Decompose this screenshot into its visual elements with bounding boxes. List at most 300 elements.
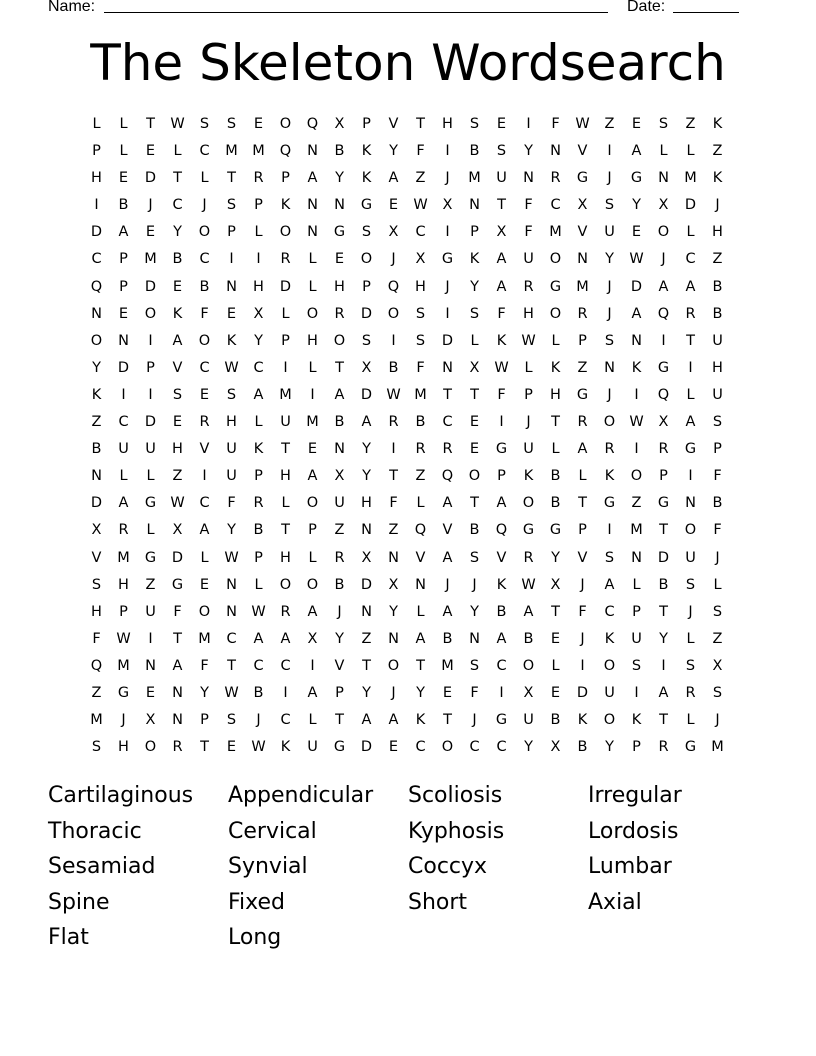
grid-letter[interactable]: G (144, 495, 157, 512)
grid-letter[interactable]: A (280, 630, 291, 647)
grid-letter[interactable]: T (686, 332, 695, 349)
grid-letter[interactable]: K (361, 170, 372, 187)
grid-letter[interactable]: P (362, 116, 371, 132)
grid-letter[interactable]: Q (657, 305, 670, 322)
grid-letter[interactable]: H (523, 305, 534, 322)
grid-letter[interactable]: O (684, 522, 697, 539)
grid-letter[interactable]: A (604, 576, 615, 593)
grid-letter[interactable]: Y (605, 739, 614, 756)
grid-letter[interactable]: Q (306, 116, 319, 132)
grid-letter[interactable]: A (631, 305, 642, 322)
grid-letter[interactable]: A (685, 414, 696, 431)
grid-letter[interactable]: Q (90, 657, 103, 674)
grid-letter[interactable]: S (91, 739, 102, 756)
grid-letter[interactable]: Z (712, 143, 723, 160)
grid-letter[interactable]: T (497, 197, 506, 214)
grid-letter[interactable]: P (578, 332, 587, 349)
grid-letter[interactable]: I (526, 116, 531, 132)
grid-letter[interactable]: U (145, 441, 156, 458)
grid-letter[interactable]: B (712, 495, 723, 512)
grid-letter[interactable]: T (470, 386, 479, 403)
grid-letter[interactable]: Y (227, 522, 236, 539)
grid-letter[interactable]: K (469, 251, 480, 268)
grid-letter[interactable]: M (252, 143, 265, 160)
grid-letter[interactable]: P (470, 224, 479, 241)
grid-letter[interactable]: C (226, 630, 237, 647)
grid-letter[interactable]: U (604, 224, 615, 241)
grid-letter[interactable]: Y (524, 739, 533, 756)
grid-letter[interactable]: L (524, 359, 533, 376)
grid-letter[interactable]: P (92, 143, 101, 160)
grid-letter[interactable]: F (470, 684, 479, 701)
grid-letter[interactable]: E (550, 630, 561, 647)
grid-letter[interactable]: O (441, 739, 454, 756)
grid-letter[interactable]: W (224, 359, 239, 376)
grid-letter[interactable]: I (445, 305, 450, 322)
grid-letter[interactable]: G (441, 251, 454, 268)
grid-letter[interactable]: S (172, 386, 183, 403)
grid-letter[interactable]: M (576, 278, 589, 295)
grid-letter[interactable]: N (334, 197, 345, 214)
grid-letter[interactable]: V (415, 549, 426, 566)
grid-letter[interactable]: S (226, 116, 237, 132)
grid-letter[interactable]: I (121, 386, 126, 403)
grid-letter[interactable]: W (629, 251, 644, 268)
grid-letter[interactable]: J (607, 386, 612, 403)
grid-letter[interactable]: G (117, 684, 130, 701)
grid-letter[interactable]: Y (605, 251, 614, 268)
grid-letter[interactable]: N (631, 549, 642, 566)
grid-letter[interactable]: F (416, 143, 425, 160)
grid-letter[interactable]: X (172, 522, 183, 539)
grid-letter[interactable]: N (172, 684, 183, 701)
grid-letter[interactable]: I (283, 359, 288, 376)
grid-letter[interactable]: V (388, 116, 399, 132)
grid-letter[interactable]: V (496, 549, 507, 566)
grid-letter[interactable]: P (524, 386, 533, 403)
grid-letter[interactable]: B (550, 495, 561, 512)
grid-letter[interactable]: F (173, 603, 182, 620)
grid-letter[interactable]: I (688, 359, 693, 376)
grid-letter[interactable]: R (388, 414, 399, 431)
grid-letter[interactable]: Q (441, 468, 454, 485)
grid-letter[interactable]: P (632, 603, 641, 620)
grid-letter[interactable]: F (551, 116, 560, 132)
grid-letter[interactable]: N (172, 712, 183, 729)
grid-letter[interactable]: M (549, 224, 562, 241)
grid-letter[interactable]: J (202, 197, 207, 214)
grid-letter[interactable]: B (442, 630, 453, 647)
grid-letter[interactable]: A (496, 278, 507, 295)
grid-letter[interactable]: H (91, 603, 102, 620)
grid-letter[interactable]: N (307, 224, 318, 241)
grid-letter[interactable]: C (199, 143, 210, 160)
grid-letter[interactable]: S (469, 305, 480, 322)
grid-letter[interactable]: M (117, 657, 130, 674)
grid-letter[interactable]: K (523, 468, 534, 485)
grid-letter[interactable]: S (604, 549, 615, 566)
grid-letter[interactable]: W (170, 495, 185, 512)
grid-letter[interactable]: I (256, 251, 261, 268)
grid-letter[interactable]: W (116, 630, 131, 647)
grid-letter[interactable]: N (604, 359, 615, 376)
grid-letter[interactable]: G (684, 739, 697, 756)
grid-letter[interactable]: S (604, 332, 615, 349)
grid-letter[interactable]: E (388, 739, 399, 756)
grid-letter[interactable]: J (256, 712, 261, 729)
grid-letter[interactable]: L (686, 224, 695, 241)
grid-letter[interactable]: X (307, 630, 318, 647)
grid-letter[interactable]: R (118, 522, 129, 539)
grid-letter[interactable]: B (199, 278, 210, 295)
grid-letter[interactable]: B (415, 414, 426, 431)
grid-letter[interactable]: C (496, 739, 507, 756)
grid-letter[interactable]: C (550, 197, 561, 214)
grid-letter[interactable]: C (280, 712, 291, 729)
grid-letter[interactable]: C (415, 739, 426, 756)
grid-letter[interactable]: D (360, 576, 373, 593)
grid-letter[interactable]: N (550, 143, 561, 160)
grid-letter[interactable]: P (254, 549, 263, 566)
grid-letter[interactable]: D (360, 739, 373, 756)
grid-letter[interactable]: M (684, 170, 697, 187)
grid-letter[interactable]: S (712, 414, 723, 431)
grid-letter[interactable]: G (549, 278, 562, 295)
grid-letter[interactable]: H (307, 332, 318, 349)
grid-letter[interactable]: I (634, 441, 639, 458)
grid-letter[interactable]: K (631, 359, 642, 376)
grid-letter[interactable]: G (333, 224, 346, 241)
grid-letter[interactable]: B (334, 143, 345, 160)
grid-letter[interactable]: G (576, 170, 589, 187)
grid-letter[interactable]: L (119, 468, 128, 485)
grid-letter[interactable]: M (279, 386, 292, 403)
grid-letter[interactable]: F (713, 522, 722, 539)
grid-letter[interactable]: P (659, 468, 668, 485)
grid-letter[interactable]: L (659, 143, 668, 160)
grid-letter[interactable]: M (306, 414, 319, 431)
grid-letter[interactable]: Z (631, 495, 642, 512)
grid-letter[interactable]: R (253, 170, 264, 187)
grid-letter[interactable]: C (253, 359, 264, 376)
grid-letter[interactable]: B (253, 522, 264, 539)
grid-letter[interactable]: X (415, 251, 426, 268)
grid-letter[interactable]: N (415, 576, 426, 593)
grid-letter[interactable]: I (94, 197, 99, 214)
grid-letter[interactable]: G (657, 495, 670, 512)
grid-letter[interactable]: L (686, 386, 695, 403)
grid-letter[interactable]: Z (577, 359, 588, 376)
grid-letter[interactable]: E (226, 739, 237, 756)
grid-letter[interactable]: B (550, 468, 561, 485)
grid-letter[interactable]: L (146, 522, 155, 539)
grid-letter[interactable]: J (121, 712, 126, 729)
grid-letter[interactable]: A (334, 386, 345, 403)
grid-letter[interactable]: C (199, 495, 210, 512)
grid-letter[interactable]: T (659, 712, 668, 729)
grid-letter[interactable]: I (607, 522, 612, 539)
grid-letter[interactable]: O (306, 576, 319, 593)
grid-letter[interactable]: C (280, 657, 291, 674)
grid-letter[interactable]: T (281, 441, 290, 458)
grid-letter[interactable]: U (145, 603, 156, 620)
grid-letter[interactable]: O (630, 468, 643, 485)
grid-letter[interactable]: E (199, 576, 210, 593)
grid-letter[interactable]: C (118, 414, 129, 431)
grid-letter[interactable]: S (712, 684, 723, 701)
grid-letter[interactable]: S (604, 197, 615, 214)
grid-letter[interactable]: O (144, 739, 157, 756)
grid-letter[interactable]: J (526, 414, 531, 431)
grid-letter[interactable]: X (442, 197, 453, 214)
grid-letter[interactable]: L (308, 251, 317, 268)
grid-letter[interactable]: P (308, 522, 317, 539)
grid-letter[interactable]: L (119, 143, 128, 160)
grid-letter[interactable]: N (469, 197, 480, 214)
grid-letter[interactable]: Z (91, 684, 102, 701)
grid-letter[interactable]: O (198, 224, 211, 241)
grid-letter[interactable]: Z (145, 576, 156, 593)
grid-letter[interactable]: A (388, 712, 399, 729)
grid-letter[interactable]: F (200, 305, 209, 322)
grid-letter[interactable]: B (523, 630, 534, 647)
grid-letter[interactable]: I (634, 684, 639, 701)
grid-letter[interactable]: N (91, 305, 102, 322)
grid-letter[interactable]: T (551, 603, 560, 620)
grid-letter[interactable]: A (442, 603, 453, 620)
grid-letter[interactable]: D (144, 278, 157, 295)
grid-letter[interactable]: N (334, 441, 345, 458)
grid-letter[interactable]: Y (173, 224, 182, 241)
grid-letter[interactable]: T (227, 657, 236, 674)
grid-letter[interactable]: J (715, 712, 720, 729)
grid-letter[interactable]: L (416, 603, 425, 620)
grid-letter[interactable]: Z (685, 116, 696, 132)
grid-letter[interactable]: C (469, 739, 480, 756)
grid-letter[interactable]: P (497, 468, 506, 485)
grid-letter[interactable]: E (334, 251, 345, 268)
grid-letter[interactable]: J (472, 712, 477, 729)
grid-letter[interactable]: P (119, 603, 128, 620)
grid-letter[interactable]: C (91, 251, 102, 268)
grid-letter[interactable]: G (603, 495, 616, 512)
grid-letter[interactable]: D (657, 549, 670, 566)
grid-letter[interactable]: X (523, 684, 534, 701)
grid-letter[interactable]: B (388, 359, 399, 376)
grid-letter[interactable]: A (172, 332, 183, 349)
grid-letter[interactable]: G (333, 739, 346, 756)
grid-letter[interactable]: R (172, 739, 183, 756)
grid-letter[interactable]: R (334, 305, 345, 322)
grid-letter[interactable]: A (577, 441, 588, 458)
grid-letter[interactable]: S (415, 305, 426, 322)
grid-letter[interactable]: F (389, 495, 398, 512)
grid-letter[interactable]: Q (414, 522, 427, 539)
grid-letter[interactable]: A (658, 684, 669, 701)
grid-letter[interactable]: X (91, 522, 102, 539)
grid-letter[interactable]: R (658, 739, 669, 756)
grid-letter[interactable]: T (578, 495, 587, 512)
grid-letter[interactable]: U (280, 414, 291, 431)
grid-letter[interactable]: C (199, 359, 210, 376)
grid-letter[interactable]: C (415, 224, 426, 241)
grid-letter[interactable]: A (361, 712, 372, 729)
grid-letter[interactable]: R (442, 441, 453, 458)
grid-letter[interactable]: X (388, 224, 399, 241)
grid-letter[interactable]: O (279, 224, 292, 241)
grid-letter[interactable]: O (387, 657, 400, 674)
grid-letter[interactable]: B (334, 414, 345, 431)
grid-letter[interactable]: S (226, 386, 237, 403)
grid-letter[interactable]: F (497, 305, 506, 322)
grid-letter[interactable]: F (713, 468, 722, 485)
grid-letter[interactable]: D (684, 197, 697, 214)
grid-letter[interactable]: R (199, 414, 210, 431)
grid-letter[interactable]: Z (361, 630, 372, 647)
grid-letter[interactable]: A (253, 386, 264, 403)
grid-letter[interactable]: L (578, 468, 587, 485)
grid-letter[interactable]: C (604, 603, 615, 620)
grid-letter[interactable]: S (685, 576, 696, 593)
grid-letter[interactable]: W (224, 549, 239, 566)
grid-letter[interactable]: X (253, 305, 264, 322)
grid-letter[interactable]: T (416, 657, 425, 674)
grid-letter[interactable]: Q (495, 522, 508, 539)
grid-letter[interactable]: V (577, 143, 588, 160)
grid-letter[interactable]: Y (470, 278, 479, 295)
grid-letter[interactable]: T (389, 468, 398, 485)
grid-letter[interactable]: R (550, 170, 561, 187)
grid-letter[interactable]: T (443, 712, 452, 729)
grid-letter[interactable]: O (279, 576, 292, 593)
grid-letter[interactable]: O (549, 305, 562, 322)
grid-letter[interactable]: I (148, 386, 153, 403)
grid-letter[interactable]: C (496, 657, 507, 674)
grid-letter[interactable]: E (469, 441, 480, 458)
grid-letter[interactable]: Z (415, 468, 426, 485)
grid-letter[interactable]: K (604, 630, 615, 647)
grid-letter[interactable]: B (469, 143, 480, 160)
grid-letter[interactable]: S (712, 603, 723, 620)
grid-letter[interactable]: Y (659, 630, 668, 647)
grid-letter[interactable]: E (145, 224, 156, 241)
grid-letter[interactable]: J (148, 197, 153, 214)
grid-letter[interactable]: J (580, 630, 585, 647)
grid-letter[interactable]: D (90, 495, 103, 512)
grid-letter[interactable]: P (119, 278, 128, 295)
grid-letter[interactable]: U (712, 386, 723, 403)
grid-letter[interactable]: B (658, 576, 669, 593)
grid-letter[interactable]: F (578, 603, 587, 620)
grid-letter[interactable]: H (172, 441, 183, 458)
grid-letter[interactable]: P (578, 522, 587, 539)
grid-letter[interactable]: Y (389, 603, 398, 620)
grid-letter[interactable]: Z (91, 414, 102, 431)
grid-letter[interactable]: R (280, 603, 291, 620)
grid-letter[interactable]: G (495, 441, 508, 458)
grid-letter[interactable]: S (469, 657, 480, 674)
grid-letter[interactable]: L (281, 305, 290, 322)
grid-letter[interactable]: H (550, 386, 561, 403)
grid-letter[interactable]: L (686, 630, 695, 647)
grid-letter[interactable]: A (172, 657, 183, 674)
grid-letter[interactable]: U (226, 441, 237, 458)
grid-letter[interactable]: R (334, 549, 345, 566)
grid-letter[interactable]: W (521, 332, 536, 349)
grid-letter[interactable]: S (496, 143, 507, 160)
grid-letter[interactable]: O (468, 468, 481, 485)
grid-letter[interactable]: K (577, 712, 588, 729)
grid-letter[interactable]: J (607, 278, 612, 295)
grid-letter[interactable]: R (685, 305, 696, 322)
grid-letter[interactable]: S (226, 712, 237, 729)
grid-letter[interactable]: J (391, 684, 396, 701)
grid-letter[interactable]: I (661, 332, 666, 349)
grid-letter[interactable]: K (253, 441, 264, 458)
grid-letter[interactable]: N (226, 278, 237, 295)
grid-letter[interactable]: B (253, 684, 264, 701)
grid-letter[interactable]: O (306, 495, 319, 512)
grid-letter[interactable]: N (388, 549, 399, 566)
grid-letter[interactable]: M (441, 657, 454, 674)
grid-letter[interactable]: A (307, 603, 318, 620)
grid-letter[interactable]: L (173, 143, 182, 160)
grid-letter[interactable]: L (146, 468, 155, 485)
grid-letter[interactable]: A (118, 495, 129, 512)
grid-letter[interactable]: H (91, 170, 102, 187)
grid-letter[interactable]: O (306, 305, 319, 322)
grid-letter[interactable]: D (144, 170, 157, 187)
grid-letter[interactable]: Q (387, 278, 400, 295)
grid-letter[interactable]: I (499, 684, 504, 701)
grid-letter[interactable]: V (577, 224, 588, 241)
grid-letter[interactable]: D (360, 305, 373, 322)
grid-letter[interactable]: D (360, 386, 373, 403)
grid-letter[interactable]: B (91, 441, 102, 458)
grid-letter[interactable]: L (551, 441, 560, 458)
grid-letter[interactable]: Z (712, 630, 723, 647)
grid-letter[interactable]: A (307, 684, 318, 701)
grid-letter[interactable]: T (335, 359, 344, 376)
grid-letter[interactable]: M (225, 143, 238, 160)
grid-letter[interactable]: Y (362, 441, 371, 458)
grid-letter[interactable]: A (523, 603, 534, 620)
grid-letter[interactable]: U (307, 739, 318, 756)
grid-letter[interactable]: G (576, 386, 589, 403)
grid-letter[interactable]: M (117, 549, 130, 566)
grid-letter[interactable]: I (310, 657, 315, 674)
grid-letter[interactable]: B (712, 278, 723, 295)
grid-letter[interactable]: X (145, 712, 156, 729)
grid-letter[interactable]: T (173, 630, 182, 647)
grid-letter[interactable]: P (227, 224, 236, 241)
grid-letter[interactable]: S (415, 332, 426, 349)
grid-letter[interactable]: R (604, 441, 615, 458)
grid-letter[interactable]: I (391, 332, 396, 349)
grid-letter[interactable]: V (334, 657, 345, 674)
grid-letter[interactable]: E (469, 414, 480, 431)
grid-letter[interactable]: Z (604, 116, 615, 132)
grid-letter[interactable]: P (713, 441, 722, 458)
grid-letter[interactable]: J (472, 576, 477, 593)
grid-letter[interactable]: S (685, 657, 696, 674)
grid-letter[interactable]: J (445, 170, 450, 187)
grid-letter[interactable]: E (118, 170, 129, 187)
grid-letter[interactable]: D (90, 224, 103, 241)
grid-letter[interactable]: H (712, 224, 723, 241)
grid-letter[interactable]: Q (279, 143, 292, 160)
grid-letter[interactable]: T (173, 170, 182, 187)
